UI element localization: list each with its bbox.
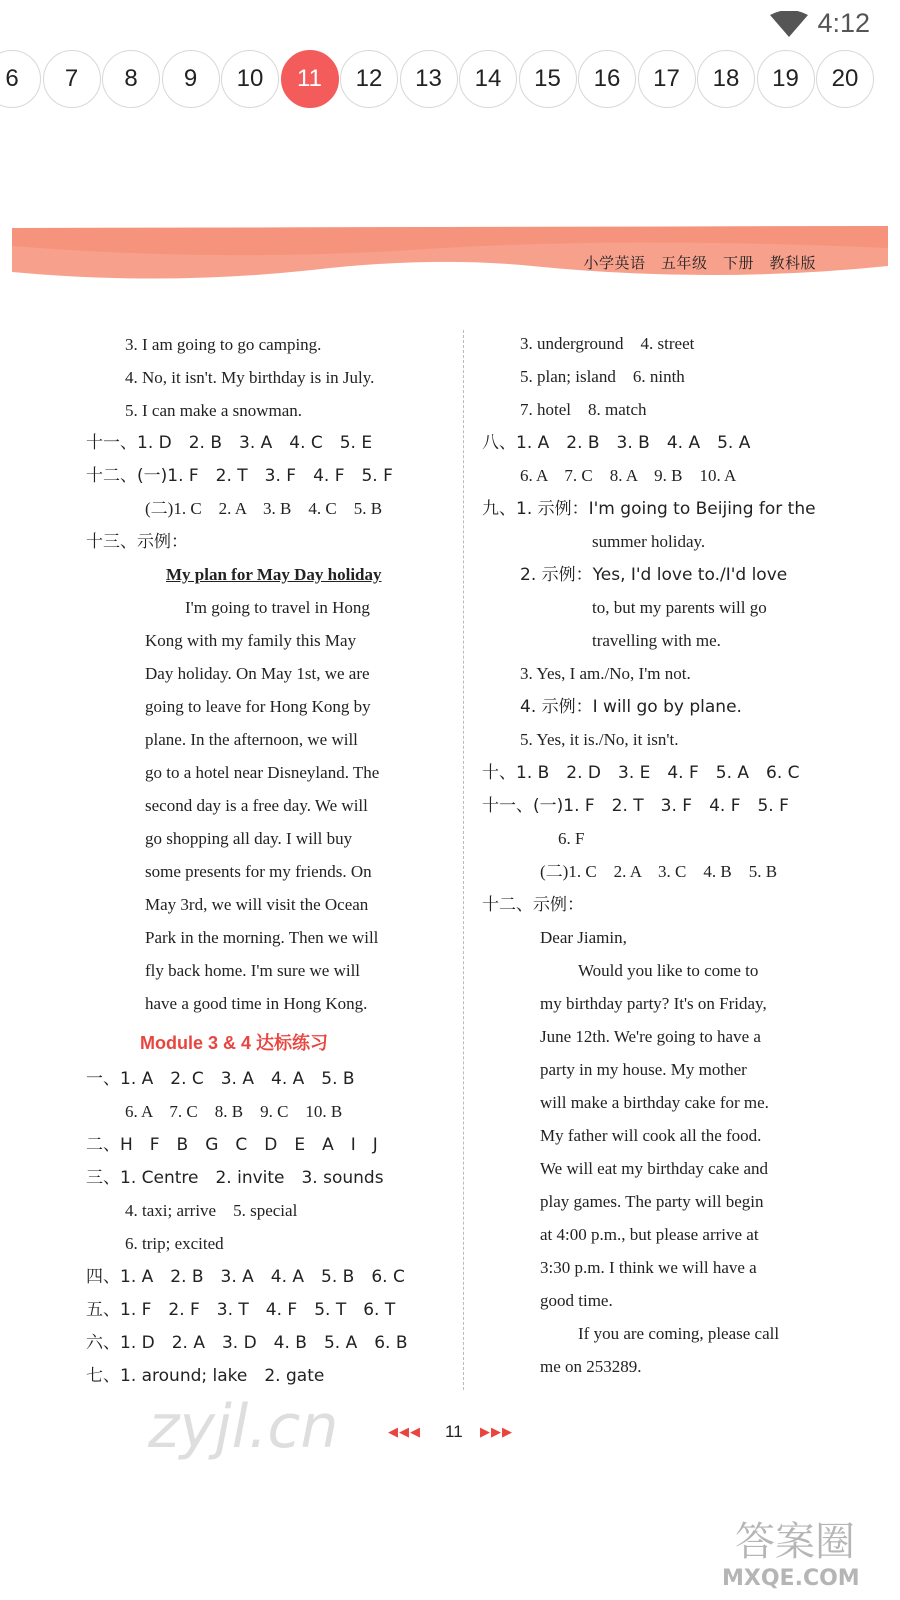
letter-line: will make a birthday cake for me. — [540, 1093, 769, 1112]
answer-line: 6. trip; excited — [125, 1234, 224, 1253]
watermark-url: MXQE.COM — [722, 1566, 860, 1591]
letter-greeting: Dear Jiamin, — [540, 928, 627, 947]
page-button-7[interactable]: 7 — [43, 50, 101, 108]
answer-line: 五、1. F 2. F 3. T 4. F 5. T 6. T — [86, 1300, 396, 1320]
answer-line: 十一、(一)1. F 2. T 3. F 4. F 5. F — [482, 796, 789, 816]
answer-line: 3. I am going to go camping. — [125, 335, 322, 354]
answer-line: 3. Yes, I am./No, I'm not. — [520, 664, 691, 683]
page-button-16[interactable]: 16 — [578, 50, 636, 108]
letter-line: at 4:00 p.m., but please arrive at — [540, 1225, 759, 1244]
letter-line: My father will cook all the food. — [540, 1126, 762, 1145]
prev-page-arrows[interactable]: ◀◀◀ — [388, 1424, 421, 1439]
section-heading: 十二、示例： — [482, 895, 584, 915]
letter-line: my birthday party? It's on Friday, — [540, 994, 767, 1013]
letter-line: me on 253289. — [540, 1357, 642, 1376]
answer-line: 六、1. D 2. A 3. D 4. B 5. A 6. B — [86, 1333, 408, 1353]
answer-line: 一、1. A 2. C 3. A 4. A 5. B — [86, 1069, 355, 1089]
next-page-arrows[interactable]: ▶▶▶ — [480, 1424, 513, 1439]
answer-line: 二、H F B G C D E A I J — [86, 1135, 378, 1155]
watermark-logo: 答案圈 — [735, 1519, 855, 1565]
essay-line: go to a hotel near Disneyland. The — [145, 763, 380, 782]
page-button-9[interactable]: 9 — [162, 50, 220, 108]
answer-line: 三、1. Centre 2. invite 3. sounds — [86, 1168, 384, 1188]
essay-line: May 3rd, we will visit the Ocean — [145, 895, 369, 914]
essay-line: Kong with my family this May — [145, 631, 357, 650]
page-button-11[interactable]: 11 — [281, 50, 339, 108]
page-button-15[interactable]: 15 — [519, 50, 577, 108]
essay-line: go shopping all day. I will buy — [145, 829, 353, 848]
status-time: 4:12 — [817, 8, 870, 38]
essay-line: going to leave for Hong Kong by — [145, 697, 371, 716]
letter-line: play games. The party will begin — [540, 1192, 764, 1211]
page-button-14[interactable]: 14 — [459, 50, 517, 108]
essay-line: second day is a free day. We will — [145, 796, 368, 815]
essay-title: My plan for May Day holiday — [166, 565, 382, 584]
answer-line: 3. underground 4. street — [520, 334, 695, 353]
answer-line: 4. taxi; arrive 5. special — [125, 1201, 298, 1220]
essay-line: Park in the morning. Then we will — [145, 928, 379, 947]
answer-line: 5. plan; island 6. ninth — [520, 367, 685, 386]
answer-line: 四、1. A 2. B 3. A 4. A 5. B 6. C — [86, 1267, 405, 1287]
book-title: 小学英语 五年级 下册 教科版 — [583, 254, 816, 272]
answer-line: 2. 示例：Yes, I'd love to./I'd love — [520, 565, 788, 585]
answer-line: summer holiday. — [592, 532, 706, 551]
letter-line: Would you like to come to — [578, 961, 759, 980]
letter-line: party in my house. My mother — [540, 1060, 747, 1079]
answer-line: 7. hotel 8. match — [520, 400, 647, 419]
page-button-17[interactable]: 17 — [638, 50, 696, 108]
page-button-18[interactable]: 18 — [697, 50, 755, 108]
answer-line: 九、1. 示例：I'm going to Beijing for the — [482, 499, 816, 519]
answer-line: 4. No, it isn't. My birthday is in July. — [125, 368, 375, 387]
module-heading: Module 3 & 4 达标练习 — [140, 1033, 329, 1053]
page-button-10[interactable]: 10 — [221, 50, 279, 108]
answer-line: 6. A 7. C 8. A 9. B 10. A — [520, 466, 737, 485]
answer-line: to, but my parents will go — [592, 598, 767, 617]
letter-line: 3:30 p.m. I think we will have a — [540, 1258, 757, 1277]
answer-line: 十、1. B 2. D 3. E 4. F 5. A 6. C — [482, 763, 800, 783]
page-button-6[interactable]: 6 — [0, 50, 41, 108]
section-heading: 十三、示例： — [86, 532, 188, 552]
essay-line: plane. In the afternoon, we will — [145, 730, 358, 749]
letter-line: If you are coming, please call — [578, 1324, 780, 1343]
answer-line: 6. F — [558, 829, 585, 848]
answer-line: (二)1. C 2. A 3. C 4. B 5. B — [540, 862, 778, 881]
answer-line: 十二、(一)1. F 2. T 3. F 4. F 5. F — [86, 466, 393, 486]
essay-line: fly back home. I'm sure we will — [145, 961, 361, 980]
answer-line: 八、1. A 2. B 3. B 4. A 5. A — [482, 433, 751, 453]
answer-line: 七、1. around; lake 2. gate — [86, 1366, 325, 1386]
letter-line: June 12th. We're going to have a — [540, 1027, 761, 1046]
letter-line: good time. — [540, 1291, 613, 1310]
essay-line: Day holiday. On May 1st, we are — [145, 664, 370, 683]
answer-line: 5. I can make a snowman. — [125, 401, 303, 420]
page-number: 11 — [445, 1422, 463, 1441]
answer-line: 十一、1. D 2. B 3. A 4. C 5. E — [86, 433, 373, 453]
answer-line: travelling with me. — [592, 631, 721, 650]
page-button-20[interactable]: 20 — [816, 50, 874, 108]
page-button-19[interactable]: 19 — [757, 50, 815, 108]
answer-line: 4. 示例：I will go by plane. — [520, 697, 742, 717]
page-button-12[interactable]: 12 — [340, 50, 398, 108]
answer-line: 5. Yes, it is./No, it isn't. — [520, 730, 679, 749]
essay-line: some presents for my friends. On — [145, 862, 372, 881]
essay-line: I'm going to travel in Hong — [185, 598, 370, 617]
essay-line: have a good time in Hong Kong. — [145, 994, 368, 1013]
answer-line: 6. A 7. C 8. B 9. C 10. B — [125, 1102, 343, 1121]
page-button-8[interactable]: 8 — [102, 50, 160, 108]
watermark-site: zyjl.cn — [148, 1392, 339, 1462]
page-button-13[interactable]: 13 — [400, 50, 458, 108]
letter-line: We will eat my birthday cake and — [540, 1159, 769, 1178]
answer-line: (二)1. C 2. A 3. B 4. C 5. B — [145, 499, 383, 518]
